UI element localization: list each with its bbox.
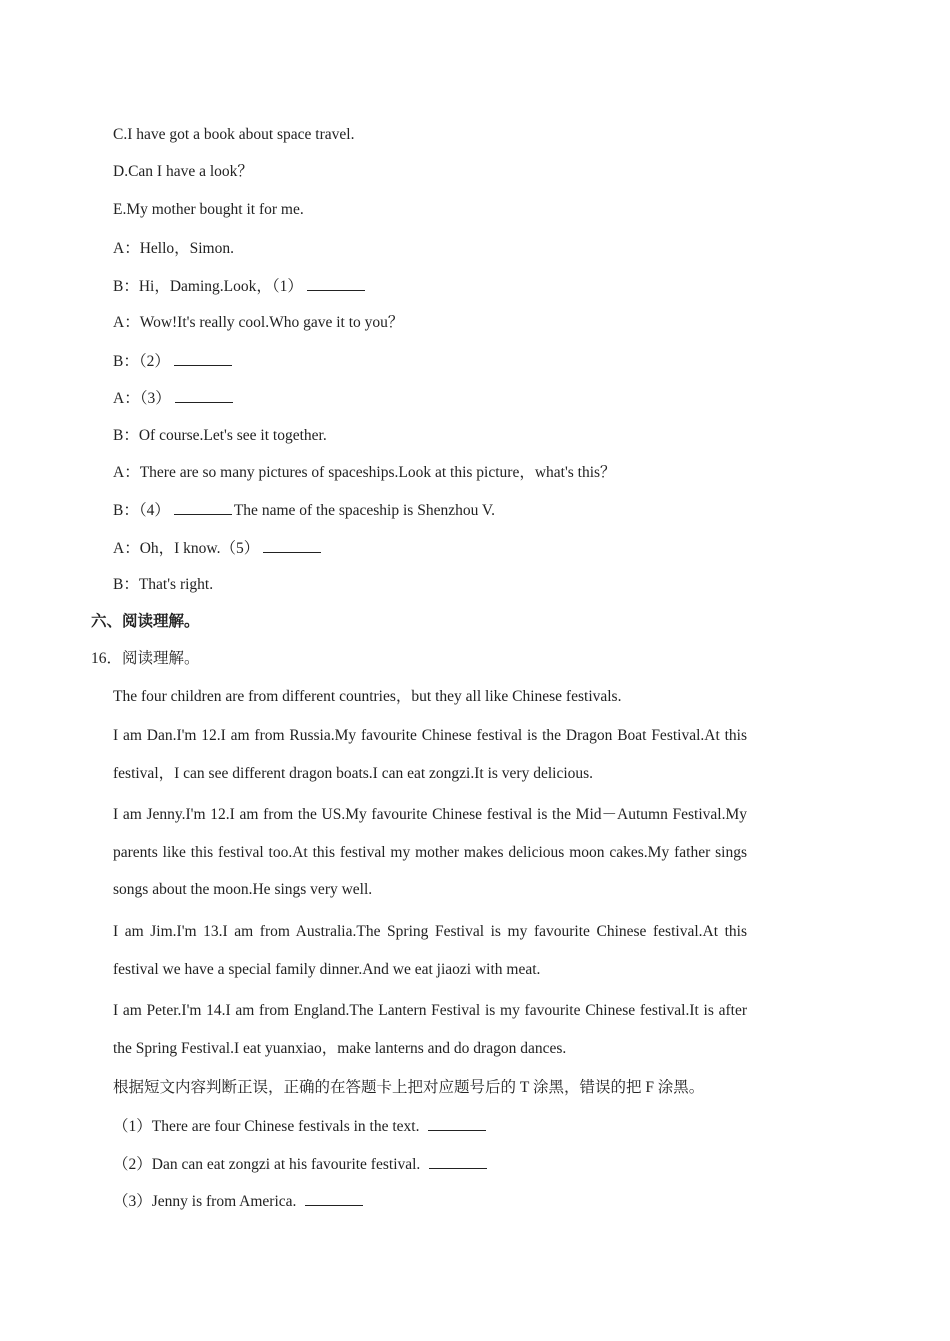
dialogue-line bbox=[113, 575, 213, 595]
passage-paragraph-dan: I am Dan.I'm 12.I am from Russia.My favourite Chinese festival is the Dragon Boat Festival.At this festival，I can see different dragon boats.I can eat zongzi.It is very delicious. bbox=[113, 727, 747, 782]
passage-paragraph-jenny: I am Jenny.I'm 12.I am from the US.My favourite Chinese festival is the Mid－Autumn Festival.My parents like this festival too.At this festival my mother makes delicious moon cakes.My father sings songs about the moon.He sings very well. bbox=[113, 806, 747, 898]
dialogue-line bbox=[113, 239, 234, 259]
passage-intro: The four children are from different countries，but they all like Chinese festivals. bbox=[113, 688, 622, 705]
passage-paragraph-jim: I am Jim.I'm 13.I am from Australia.The Spring Festival is my favourite Chinese festival.At this festival we have a special family dinner.And we eat jiaozi with meat. bbox=[113, 923, 747, 978]
dialogue-line bbox=[113, 426, 327, 446]
dialogue-line bbox=[113, 276, 367, 297]
answer-blank-4[interactable] bbox=[174, 500, 232, 515]
question-number: 16．阅读理解。 bbox=[91, 650, 200, 667]
statement-row bbox=[113, 1154, 489, 1175]
answer-blank-1[interactable] bbox=[307, 276, 365, 291]
statement-text: （2）Dan can eat zongzi at his favourite festival. bbox=[113, 1156, 421, 1173]
dialogue-text: B：Of course.Let's see it together. bbox=[113, 427, 327, 444]
dialogue-text: B：That's right. bbox=[113, 576, 214, 593]
dialogue-text: A：（3） bbox=[113, 390, 171, 407]
dialogue-text: A：There are so many pictures of spaceships.Look at this picture，what's this？ bbox=[113, 464, 616, 481]
dialogue-text: B：（2） bbox=[113, 353, 170, 370]
dialogue-line bbox=[113, 313, 403, 333]
dialogue-text: A：Oh，I know.（5） bbox=[113, 540, 260, 557]
dialogue-line bbox=[113, 500, 495, 521]
dialogue-text: A：Hello，Simon. bbox=[113, 240, 234, 257]
option-e: E.My mother bought it for me. bbox=[113, 201, 304, 218]
dialogue-text: B：Hi，Daming.Look，（1） bbox=[113, 278, 303, 295]
section-heading: 六、阅读理解。 bbox=[91, 613, 200, 630]
answer-blank-2[interactable] bbox=[174, 351, 232, 366]
passage-paragraph-peter: I am Peter.I'm 14.I am from England.The Lantern Festival is my favourite Chinese festival.It is after the Spring Festival.I eat yuanxiao，make lanterns and do dragon dances. bbox=[113, 1002, 747, 1057]
statement-text: （3）Jenny is from America. bbox=[113, 1193, 297, 1210]
statement-blank-3[interactable] bbox=[305, 1191, 363, 1206]
dialogue-line bbox=[113, 463, 616, 483]
dialogue-text: B：（4） bbox=[113, 502, 170, 519]
option-c: C.I have got a book about space travel. bbox=[113, 126, 355, 143]
dialogue-text-after: The name of the spaceship is Shenzhou V. bbox=[233, 502, 495, 519]
dialogue-text: A：Wow!It's really cool.Who gave it to you？ bbox=[113, 314, 404, 331]
dialogue-line bbox=[113, 538, 323, 559]
dialogue-line bbox=[113, 351, 234, 372]
statement-text: （1）There are four Chinese festivals in the text. bbox=[113, 1118, 420, 1135]
statement-row bbox=[113, 1191, 365, 1212]
answer-blank-3[interactable] bbox=[175, 388, 233, 403]
dialogue-line bbox=[113, 388, 235, 409]
option-d: D.Can I have a look？ bbox=[113, 163, 253, 180]
instruction: 根据短文内容判断正误，正确的在答题卡上把对应题号后的 T 涂黑，错误的把 F 涂黑。 bbox=[113, 1079, 705, 1096]
statement-blank-2[interactable] bbox=[429, 1154, 487, 1169]
statement-row bbox=[113, 1116, 488, 1137]
statement-blank-1[interactable] bbox=[428, 1116, 486, 1131]
answer-blank-5[interactable] bbox=[263, 538, 321, 553]
